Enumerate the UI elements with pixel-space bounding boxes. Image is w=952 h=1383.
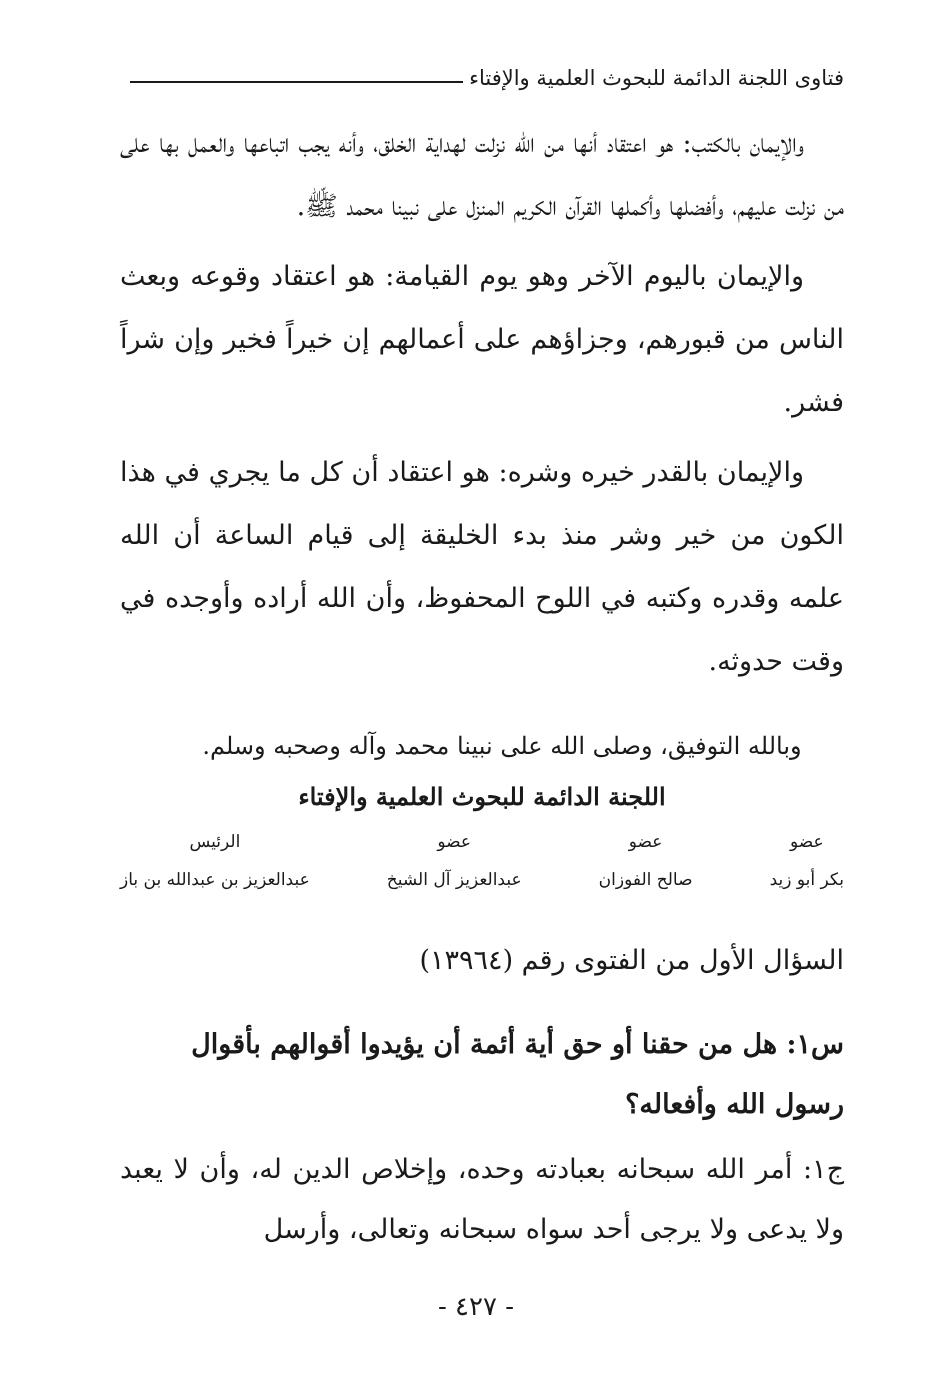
body-text [120, 112, 844, 700]
signature-role: الرئيس [189, 832, 241, 852]
page-number: - ٤٢٧ - [437, 1292, 515, 1322]
paragraph-last-day: والإيمان باليوم الآخر وهو يوم القيامة: هو اعتقاد وقوعه وبعث الناس من قبورهم، وجزاؤهم على أعمالهم إن خيراً فخير وإن شراً فشر. [120, 261, 844, 418]
header-title: فتاوى اللجنة الدائمة للبحوث العلمية والإفتاء [469, 66, 844, 90]
closing-statement: وبالله التوفيق، وصلى الله على نبينا محمد وآله وصحبه وسلم. [202, 732, 802, 760]
committee-signatures [120, 832, 844, 890]
fatwa-question: س١: هل من حقنا أو حق أية أئمة أن يؤيدوا أقوالهم بأقوال رسول الله وأفعاله؟ [191, 1029, 844, 1120]
signature-chairman [120, 832, 310, 890]
signature-role: عضو [789, 832, 824, 852]
committee-title: اللجنة الدائمة للبحوث العلمية والإفتاء [298, 782, 666, 811]
signature-member-3 [387, 832, 522, 890]
running-header [130, 58, 844, 98]
signature-member-1 [770, 832, 844, 890]
signature-name: عبدالعزيز آل الشيخ [386, 870, 522, 890]
signature-role: عضو [437, 832, 472, 852]
paragraph-books: والإيمان بالكتب: هو اعتقاد أنها من الله نزلت لهداية الخلق، وأنه يجب اتباعها والعمل بها على من نزلت عليهم، وأفضلها وأكملها القرآن الكريم المنزل على نبينا محمد ﷺ. [120, 128, 844, 222]
signature-member-2 [599, 832, 693, 890]
header-rule [130, 81, 463, 83]
fatwa-header: السؤال الأول من الفتوى رقم (١٣٩٦٤) [419, 945, 844, 976]
signature-name: بكر أبو زيد [769, 870, 844, 890]
signature-name: عبدالعزيز بن عبدالله بن باز [120, 870, 310, 890]
signature-role: عضو [628, 832, 663, 852]
paragraph-predestination: والإيمان بالقدر خيره وشره: هو اعتقاد أن كل ما يجري في هذا الكون من خير وشر منذ بدء الخليقة إلى قيام الساعة أن الله علمه وقدره وكتبه في اللوح المحفوظ، وأن الله أراده وأوجده في وقت حدوثه. [120, 457, 844, 677]
signature-name: صالح الفوزان [598, 870, 693, 890]
fatwa-answer: ج١: أمر الله سبحانه بعبادته وحده، وإخلاص الدين له، وأن لا يعبد ولا يدعى ولا يرجى أحد سواه سبحانه وتعالى، وأرسل [120, 1154, 844, 1245]
